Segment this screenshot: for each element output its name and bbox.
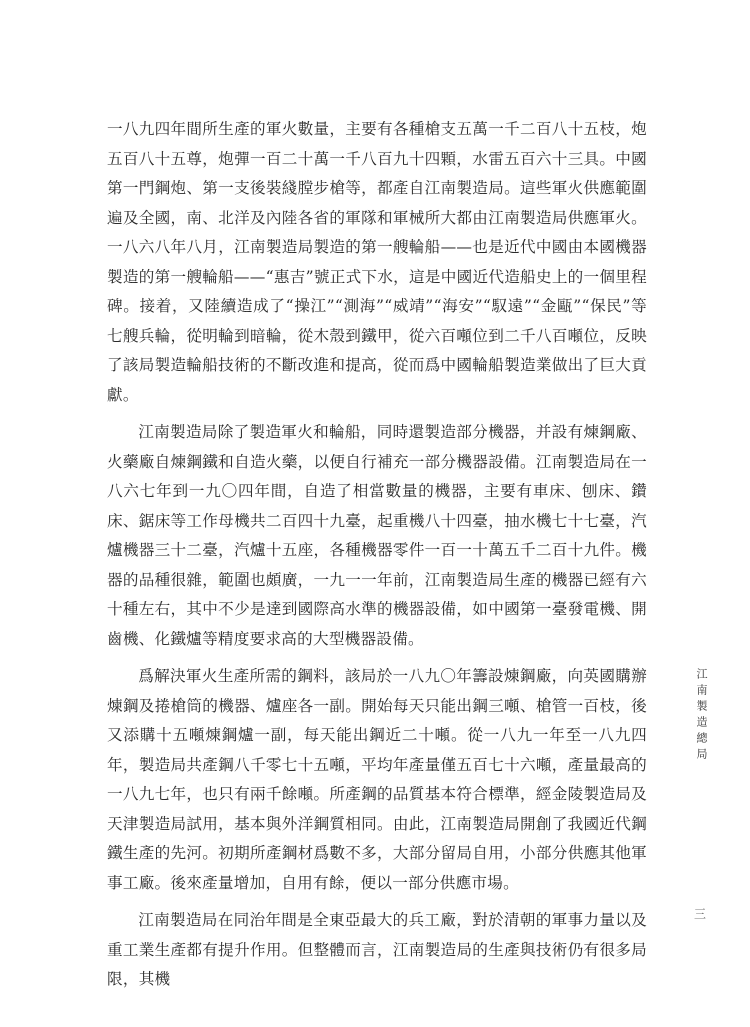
body-text [107,115,647,995]
paragraph: 江南製造局在同治年間是全東亞最大的兵工廠，對於清朝的軍事力量以及重工業生產都有提升作用。但整體而言，江南製造局的生產與技術仍有很多局限，其機 [107,911,647,988]
paragraph-continued: 一八九四年間所生產的軍火數量，主要有各種槍支五萬一千二百八十五枝，炮五百八十五尊，炮彈一百二十萬一千八百九十四顆，水雷五百六十三具。中國第一門鋼炮、第一支後裝綫膛步槍等，都產自江南製造局。這些軍火供應範圍遍及全國，南、北洋及內陸各省的軍隊和軍械所大都由江南製造局供應軍火。一八六八年八月，江南製造局製造的第一艘輪船——也是近代中國由本國機器製造的第一艘輪船——“惠吉”號正式下水，這是中國近代造船史上的一個里程碑。接着，又陸續造成了“操江”“測海”“威靖”“海安”“馭遠”“金甌”“保民”等七艘兵輪，從明輪到暗輪，從木殼到鐵甲，從六百噸位到二千八百噸位，反映了該局製造輪船技術的不斷改進和提高，從而爲中國輪船製造業做出了巨大貢獻。 [107,120,647,404]
running-head-vertical: 江南製造總局 [695,668,708,764]
paragraph: 爲解決軍火生產所需的鋼料，該局於一八九〇年籌設煉鋼廠，向英國購辦煉鋼及捲槍筒的機器、爐座各一副。開始每天只能出鋼三噸、槍管一百枝，後又添購十五噸煉鋼爐一副，每天能出鋼近二十噸。從一八九一年至一八九四年，製造局共產鋼八千零七十五噸，平均年產量僅五百七十六噸，產量最高的一八九七年，也只有兩千餘噸。所產鋼的品質基本符合標準，經金陵製造局及天津製造局試用，基本與外洋鋼質相同。由此，江南製造局開創了我國近代鋼鐵生產的先河。初期所產鋼材爲數不多，大部分留局自用，小部分供應其他軍事工廠。後來產量增加，自用有餘，便以一部分供應市場。 [107,667,647,892]
paragraph: 江南製造局除了製造軍火和輪船，同時還製造部分機器，并設有煉鋼廠、火藥廠自煉鋼鐵和自造火藥，以便自行補充一部分機器設備。江南製造局在一八六七年到一九〇四年間，自造了相當數量的機器，主要有車床、刨床、鑽床、鋸床等工作母機共二百四十九臺，起重機八十四臺，抽水機七十七臺，汽爐機器三十二臺，汽爐十五座，各種機器零件一百一十萬五千二百十九件。機器的品種很雜，範圍也頗廣，一九一一年前，江南製造局生產的機器已經有六十種左右，其中不少是達到國際高水準的機器設備，如中國第一臺發電機、開齒機、化鐵爐等精度要求高的大型機器設備。 [107,423,647,648]
page-number: 三 [694,907,707,921]
